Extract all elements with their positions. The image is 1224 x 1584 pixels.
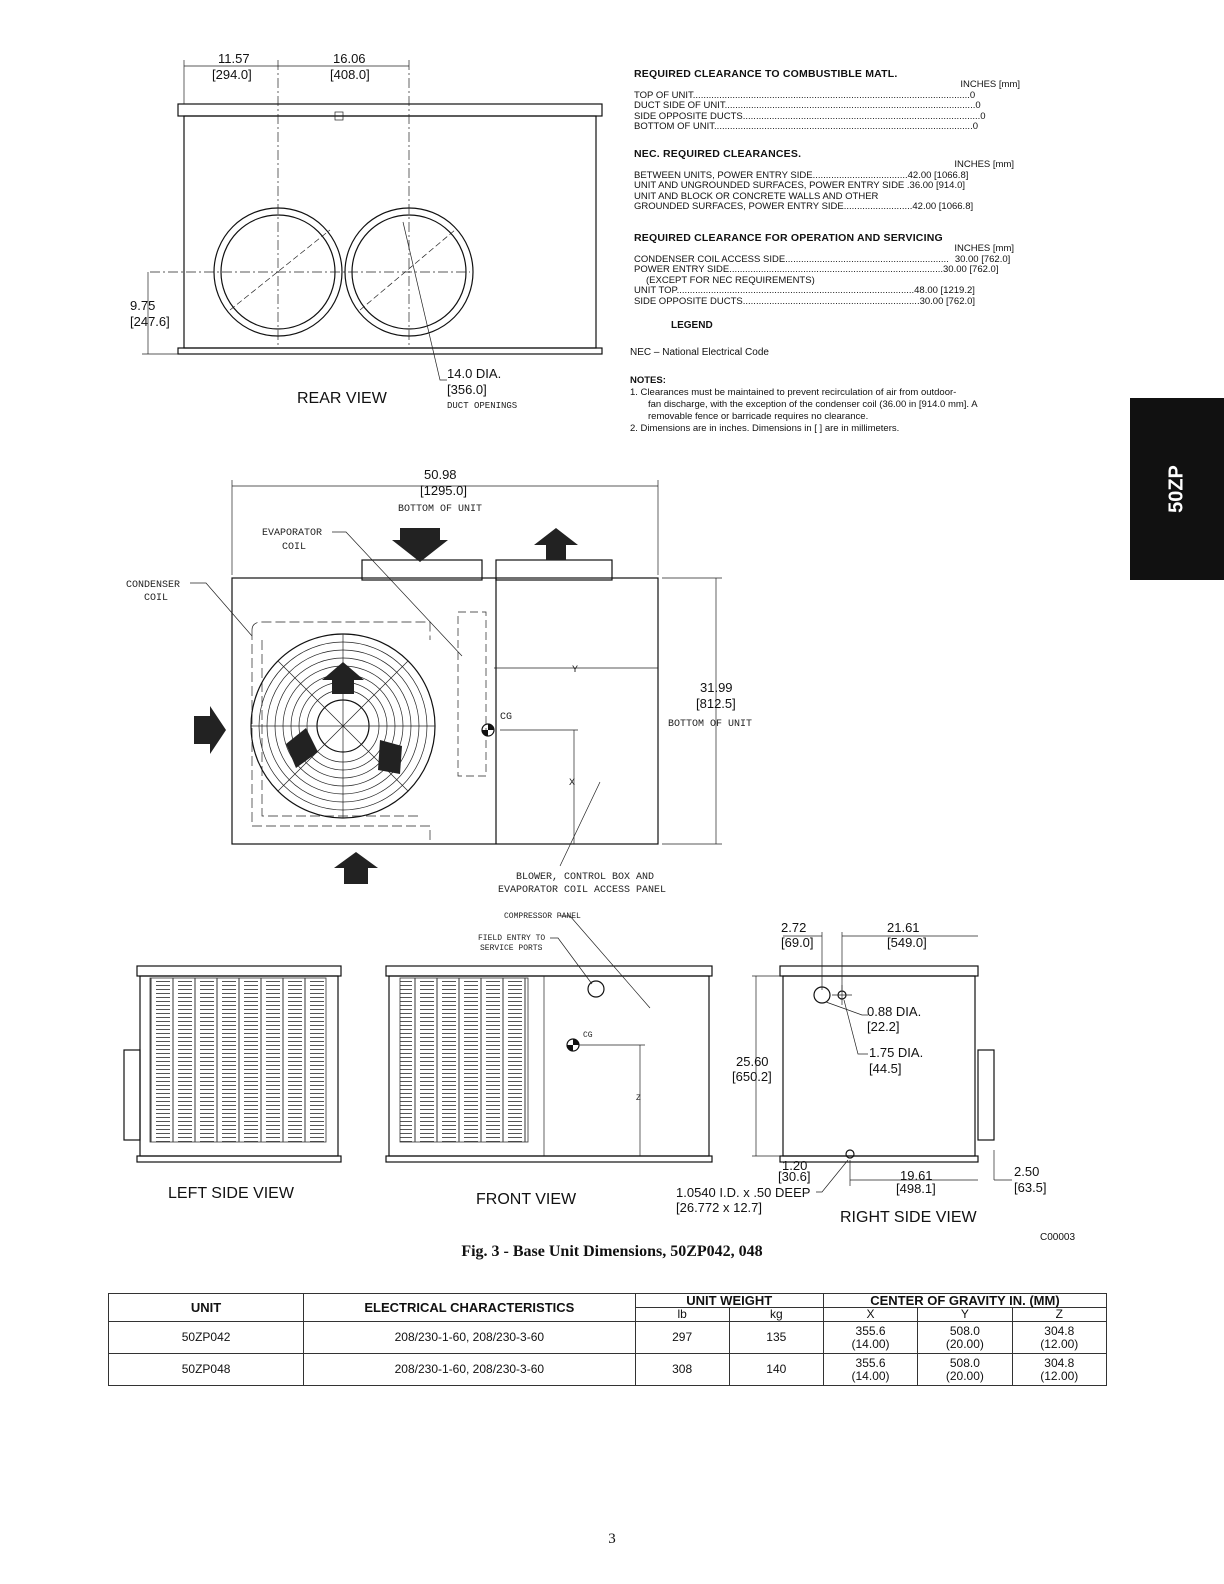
service-units: INCHES [mm] (954, 243, 1014, 254)
col-z: Z (1012, 1308, 1106, 1322)
access-label-2: EVAPORATOR COIL ACCESS PANEL (498, 885, 667, 896)
right-dia2: 1.75 DIA. (869, 1045, 924, 1060)
airflow-arrow (322, 662, 364, 694)
service-row: UNIT TOP..........................................................................................48.00 [1219.2] (634, 286, 975, 296)
unit-spec-table (108, 1293, 1107, 1386)
top-depth-note: BOTTOM OF UNIT (668, 719, 753, 730)
figure-caption: Fig. 3 - Base Unit Dimensions, 50ZP042, 048 (461, 1243, 763, 1260)
right-dia1-mm: [22.2] (867, 1019, 900, 1034)
right-d4: 19.61 (900, 1168, 933, 1183)
right-side-view (676, 920, 1047, 1226)
right-d1: 2.72 (781, 920, 807, 935)
right-dia2-mm: [44.5] (869, 1061, 902, 1076)
legend-title: LEGEND (671, 320, 713, 331)
rear-view-label: REAR VIEW (297, 390, 387, 407)
left-view-label: LEFT SIDE VIEW (168, 1185, 294, 1202)
right-d4-mm: [498.1] (896, 1181, 936, 1196)
combustible-row: SIDE OPPOSITE DUCTS..........................................................................................0 (634, 111, 986, 122)
access-label-1: BLOWER, CONTROL BOX AND (516, 872, 655, 883)
side-tab-label: 50ZP (1165, 465, 1188, 513)
col-cog: CENTER OF GRAVITY IN. (MM) (823, 1294, 1106, 1308)
right-d3: 1.20 (782, 1158, 808, 1173)
front-view (386, 912, 712, 1208)
col-kg: kg (729, 1308, 823, 1322)
service-title: REQUIRED CLEARANCE FOR OPERATION AND SERVICING (634, 232, 943, 244)
airflow-arrow (286, 728, 318, 768)
top-width: 50.98 (424, 467, 457, 482)
airflow-arrow (378, 740, 402, 774)
front-cg-label: CG (583, 1031, 593, 1040)
col-elec: ELECTRICAL CHARACTERISTICS (304, 1294, 635, 1322)
left-side-view (124, 966, 341, 1202)
rear-dim-h-mm: [247.6] (130, 314, 170, 329)
front-view-label: FRONT VIEW (476, 1191, 577, 1208)
service-row: SIDE OPPOSITE DUCTS...................................................................30.00 [762.0] (634, 296, 976, 307)
combustible-row: DUCT SIDE OF UNIT...............................................................................................0 (634, 101, 981, 111)
right-d2: 21.61 (887, 920, 920, 935)
top-width-mm: [1295.0] (420, 483, 467, 498)
col-y: Y (918, 1308, 1012, 1322)
right-d2-mm: [549.0] (887, 935, 927, 950)
right-d5: 2.50 (1014, 1164, 1040, 1179)
nec-row: UNIT AND UNGROUNDED SURFACES, POWER ENTRY SIDE .36.00 [914.0] (634, 181, 966, 191)
top-cg-label: CG (500, 712, 513, 723)
front-z-label: Z (636, 1094, 641, 1103)
rear-dim-b: 16.06 (333, 51, 366, 66)
service-row: (EXCEPT FOR NEC REQUIREMENTS) (646, 275, 815, 286)
right-height: 25.60 (736, 1054, 769, 1069)
col-x: X (823, 1308, 917, 1322)
top-view (126, 467, 752, 896)
note-line: fan discharge, with the exception of the condenser coil (36.00 in [914.0 mm]. A (648, 399, 978, 410)
evap-label-1: EVAPORATOR (262, 528, 323, 539)
right-dia1: 0.88 DIA. (867, 1004, 922, 1019)
top-width-note: BOTTOM OF UNIT (398, 504, 483, 515)
col-lb: lb (635, 1308, 729, 1322)
airflow-arrow (392, 528, 448, 562)
airflow-arrow (534, 528, 578, 560)
right-d3-mm: [30.6] (778, 1169, 811, 1184)
right-d1-mm: [69.0] (781, 935, 814, 950)
duct-label: DUCT OPENINGS (447, 401, 518, 411)
cond-label-2: COIL (144, 593, 169, 604)
nec-title: NEC. REQUIRED CLEARANCES. (634, 148, 802, 160)
field-entry-port (588, 981, 604, 997)
legend-nec: NEC – National Electrical Code (630, 347, 769, 358)
table-row: 50ZP048 208/230-1-60, 208/230-3-60 308 140 355.6 (14.00) 508.0 (20.00) 304.8 (12.00) (109, 1354, 1107, 1386)
top-x-label: X (569, 778, 576, 789)
rear-dim-b-mm: [408.0] (330, 67, 370, 82)
note-line: removable fence or barricade requires no clearance. (648, 411, 869, 422)
right-d5-mm: [63.5] (1014, 1180, 1047, 1195)
combustible-title: REQUIRED CLEARANCE TO COMBUSTIBLE MATL. (634, 68, 898, 80)
col-unit: UNIT (109, 1294, 304, 1322)
nec-units: INCHES [mm] (954, 159, 1014, 170)
cond-label-1: CONDENSER (126, 580, 181, 591)
evap-label-2: COIL (282, 542, 307, 553)
rear-dim-a: 11.57 (218, 51, 250, 66)
right-height-mm: [650.2] (732, 1069, 772, 1084)
table-header-row (109, 1294, 1107, 1308)
service-row: POWER ENTRY SIDE.................................................................................30.00 [762.0] (634, 265, 999, 275)
airflow-arrow (194, 706, 226, 754)
right-view-label: RIGHT SIDE VIEW (840, 1209, 977, 1226)
note-line: 2. Dimensions are in inches. Dimensions in [ ] are in millimeters. (630, 423, 900, 434)
service-row: CONDENSER COIL ACCESS SIDE.............................................................. 30.00 [762.0] (634, 254, 1011, 265)
airflow-arrow (334, 852, 378, 884)
right-drain-mm: [26.772 x 12.7] (676, 1200, 763, 1215)
nec-row: BETWEEN UNITS, POWER ENTRY SIDE....................................42.00 [1066.8] (634, 170, 969, 181)
note-line: 1. Clearances must be maintained to prevent recirculation of air from outdoor- (630, 387, 957, 398)
notes-title: NOTES: (630, 375, 666, 386)
combustible-row: TOP OF UNIT.........................................................................................................0 (634, 90, 976, 101)
nec-row: UNIT AND BLOCK OR CONCRETE WALLS AND OTHER (634, 191, 879, 202)
combustible-row: BOTTOM OF UNIT..................................................................................................0 (634, 122, 979, 132)
top-y-label: Y (572, 665, 579, 676)
rear-dim-h: 9.75 (130, 298, 156, 313)
duct-dia-mm: [356.0] (447, 382, 487, 397)
rear-view (130, 51, 602, 411)
page-number: 3 (608, 1531, 616, 1547)
figure-code: C00003 (1040, 1232, 1076, 1243)
field-entry-label-1: FIELD ENTRY TO (478, 934, 546, 943)
top-depth: 31.99 (700, 680, 733, 695)
col-weight: UNIT WEIGHT (635, 1294, 823, 1308)
field-entry-label-2: SERVICE PORTS (480, 944, 543, 953)
compressor-label: COMPRESSOR PANEL (504, 912, 581, 921)
rear-dim-a-mm: [294.0] (212, 67, 252, 82)
duct-dia: 14.0 DIA. (447, 366, 502, 381)
combustible-units: INCHES [mm] (960, 79, 1020, 90)
table-row: 50ZP042 208/230-1-60, 208/230-3-60 297 135 355.6 (14.00) 508.0 (20.00) 304.8 (12.00) (109, 1322, 1107, 1354)
right-drain: 1.0540 I.D. x .50 DEEP (676, 1185, 811, 1200)
nec-row: GROUNDED SURFACES, POWER ENTRY SIDE..........................42.00 [1066.8] (634, 202, 974, 212)
top-depth-mm: [812.5] (696, 696, 736, 711)
